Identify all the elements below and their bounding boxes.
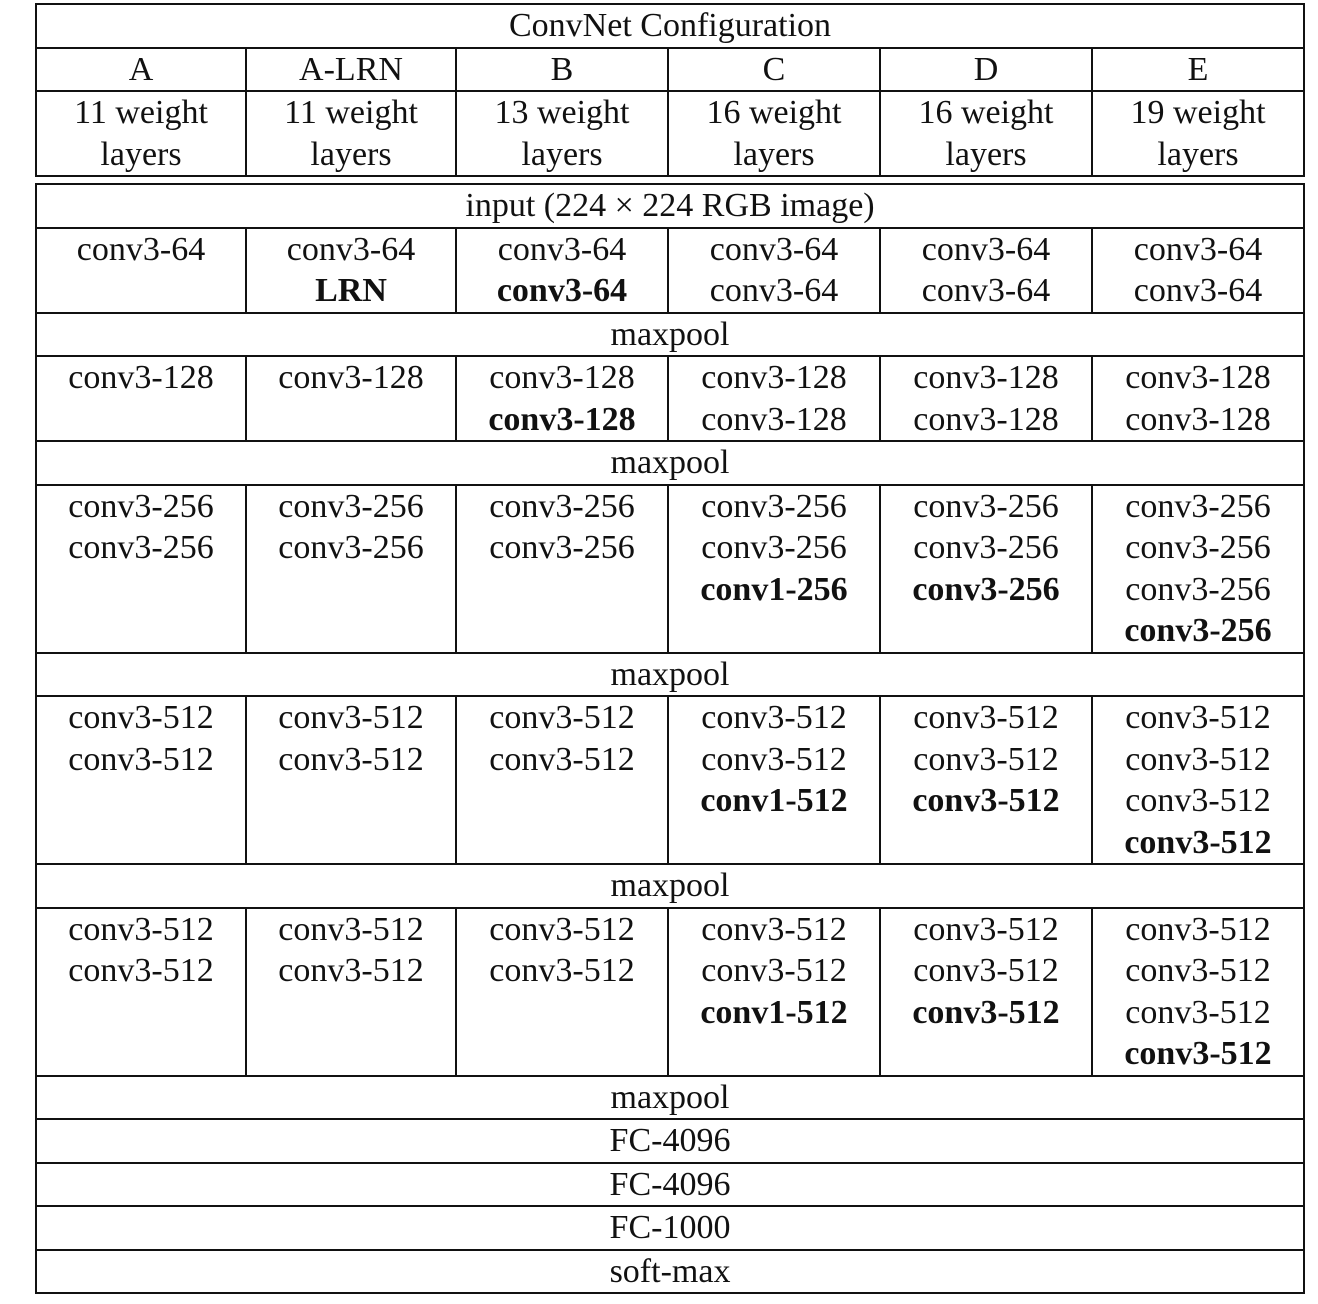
shared-layer-cell: soft-max <box>36 1250 1304 1294</box>
layer-entry: conv3-512 <box>489 740 635 778</box>
layer-entry: conv3-128 <box>489 359 635 396</box>
depth-unit: layers <box>1157 135 1239 173</box>
layer-entry-new: LRN <box>315 272 387 309</box>
layer-entry: conv3-64 <box>1133 230 1263 268</box>
layer-entry-new: conv3-512 <box>1124 823 1272 861</box>
column-name-a-lrn: A-LRN <box>246 48 456 92</box>
layer-row <box>36 653 1304 697</box>
layer-entry: conv3-128 <box>1125 400 1271 438</box>
conv-block-row <box>36 356 1304 441</box>
depth-count: 16 weight <box>706 94 842 131</box>
conv-block-row <box>36 485 1304 653</box>
layer-entry: conv3-512 <box>1125 952 1271 989</box>
depth-unit: layers <box>100 135 182 173</box>
layer-entry: conv3-512 <box>1125 993 1271 1031</box>
depth-unit: layers <box>733 135 815 173</box>
block-cell-a-lrn <box>246 696 456 864</box>
layer-entry: conv3-512 <box>489 699 635 736</box>
column-depth-a-lrn <box>246 91 456 176</box>
block-cell-e <box>1092 908 1304 1076</box>
column-name-c: C <box>668 48 880 92</box>
shared-layer-cell: maxpool <box>36 313 1304 357</box>
layer-entry: conv3-256 <box>278 487 424 525</box>
column-depth-row <box>36 91 1304 176</box>
layer-entry: conv3-256 <box>1125 529 1271 566</box>
layer-entry: conv3-256 <box>913 487 1059 525</box>
layer-entry: conv3-128 <box>278 359 424 396</box>
column-depth-a <box>36 91 246 176</box>
layer-row <box>36 1163 1304 1207</box>
conv-block-row <box>36 696 1304 864</box>
block-cell-d <box>880 228 1092 313</box>
layer-entry: conv3-512 <box>913 699 1059 736</box>
layer-row <box>36 1076 1304 1120</box>
depth-count: 11 weight <box>74 94 208 131</box>
layer-row <box>36 184 1304 228</box>
block-cell-b <box>456 485 668 653</box>
conv-block-row <box>36 908 1304 1076</box>
layer-entry: conv3-256 <box>489 529 635 566</box>
layer-entry-new: conv3-128 <box>488 400 636 438</box>
layer-entry: conv3-512 <box>701 952 847 989</box>
block-cell-a <box>36 485 246 653</box>
depth-count: 13 weight <box>494 94 630 131</box>
layer-entry: conv3-512 <box>913 740 1059 778</box>
layer-entry: conv3-512 <box>701 740 847 778</box>
shared-layer-cell: maxpool <box>36 441 1304 485</box>
depth-unit: layers <box>310 135 392 173</box>
shared-layer-cell: maxpool <box>36 653 1304 697</box>
layer-entry: conv3-128 <box>68 359 214 396</box>
layer-entry-new: conv3-64 <box>496 272 628 309</box>
layer-entry: conv3-512 <box>278 699 424 736</box>
layer-entry: conv3-64 <box>1133 272 1263 309</box>
layer-entry: conv3-64 <box>921 230 1051 268</box>
layer-entry-new: conv3-256 <box>1124 612 1272 649</box>
layer-entry: conv3-256 <box>489 487 635 525</box>
block-cell-d <box>880 356 1092 441</box>
depth-count: 16 weight <box>918 94 1054 131</box>
layer-entry: conv3-512 <box>1125 782 1271 819</box>
layer-entry: conv3-512 <box>913 952 1059 989</box>
layer-entry: conv3-512 <box>68 952 214 989</box>
table-title: ConvNet Configuration <box>36 4 1304 48</box>
column-depth-e <box>1092 91 1304 176</box>
config-layers-table <box>35 183 1305 1294</box>
layer-entry: conv3-256 <box>278 529 424 566</box>
depth-unit: layers <box>945 135 1027 173</box>
config-header-table <box>35 3 1305 177</box>
layer-entry: conv3-256 <box>68 529 214 566</box>
layer-entry: conv3-512 <box>68 699 214 736</box>
block-cell-a-lrn <box>246 485 456 653</box>
shared-layer-cell: maxpool <box>36 864 1304 908</box>
block-cell-a-lrn <box>246 356 456 441</box>
column-names-row <box>36 48 1304 92</box>
block-cell-a-lrn <box>246 908 456 1076</box>
conv-block-row <box>36 228 1304 313</box>
layer-entry: conv3-512 <box>489 952 635 989</box>
layer-entry: conv3-64 <box>76 230 206 268</box>
block-cell-c <box>668 908 880 1076</box>
column-name-a: A <box>36 48 246 92</box>
layer-entry: conv3-512 <box>913 910 1059 948</box>
column-depth-b <box>456 91 668 176</box>
layer-entry-new: conv1-256 <box>700 570 848 608</box>
layer-entry: conv3-512 <box>1125 740 1271 778</box>
layer-entry: conv3-512 <box>1125 910 1271 948</box>
block-cell-a <box>36 356 246 441</box>
layer-entry: conv3-512 <box>1125 699 1271 736</box>
layer-row <box>36 1119 1304 1163</box>
layer-entry: conv3-128 <box>701 400 847 438</box>
layer-entry: conv3-512 <box>278 910 424 948</box>
block-cell-b <box>456 356 668 441</box>
block-cell-a <box>36 696 246 864</box>
layer-entry: conv3-64 <box>921 272 1051 309</box>
column-name-d: D <box>880 48 1092 92</box>
shared-layer-cell: input (224 × 224 RGB image) <box>36 184 1304 228</box>
layer-entry: conv3-256 <box>701 487 847 525</box>
layer-entry: conv3-512 <box>68 740 214 778</box>
depth-count: 11 weight <box>284 94 418 131</box>
layer-entry: conv3-64 <box>709 230 839 268</box>
layer-entry: conv3-512 <box>278 740 424 778</box>
block-cell-b <box>456 908 668 1076</box>
block-cell-d <box>880 696 1092 864</box>
layer-entry: conv3-128 <box>913 359 1059 396</box>
layer-entry-new: conv3-512 <box>1124 1035 1272 1072</box>
layer-entry-new: conv3-256 <box>912 570 1060 608</box>
block-cell-e <box>1092 356 1304 441</box>
layer-entry: conv3-512 <box>278 952 424 989</box>
block-cell-e <box>1092 228 1304 313</box>
shared-layer-cell: FC-4096 <box>36 1119 1304 1163</box>
layer-row <box>36 864 1304 908</box>
layer-entry-new: conv3-512 <box>912 993 1060 1031</box>
layer-entry: conv3-256 <box>68 487 214 525</box>
layer-entry: conv3-64 <box>286 230 416 268</box>
layer-row <box>36 1250 1304 1294</box>
layer-row <box>36 441 1304 485</box>
column-name-b: B <box>456 48 668 92</box>
layer-entry: conv3-128 <box>701 359 847 396</box>
layer-entry-new: conv1-512 <box>700 993 848 1031</box>
column-depth-d <box>880 91 1092 176</box>
block-cell-b <box>456 696 668 864</box>
block-cell-c <box>668 356 880 441</box>
layer-entry: conv3-128 <box>913 400 1059 438</box>
shared-layer-cell: maxpool <box>36 1076 1304 1120</box>
block-cell-b <box>456 228 668 313</box>
layer-entry-new: conv3-512 <box>912 782 1060 819</box>
block-cell-c <box>668 696 880 864</box>
layer-entry: conv3-512 <box>701 699 847 736</box>
layer-row <box>36 313 1304 357</box>
layer-row <box>36 1206 1304 1250</box>
block-cell-e <box>1092 485 1304 653</box>
layer-entry: conv3-256 <box>1125 487 1271 525</box>
layers-body <box>36 184 1304 1293</box>
layer-entry: conv3-512 <box>701 910 847 948</box>
column-depth-c <box>668 91 880 176</box>
block-cell-d <box>880 908 1092 1076</box>
block-cell-a <box>36 228 246 313</box>
block-cell-e <box>1092 696 1304 864</box>
block-cell-a <box>36 908 246 1076</box>
layer-entry: conv3-64 <box>709 272 839 309</box>
layer-entry: conv3-256 <box>701 529 847 566</box>
layer-entry: conv3-256 <box>1125 570 1271 608</box>
block-cell-d <box>880 485 1092 653</box>
layer-entry: conv3-256 <box>913 529 1059 566</box>
layer-entry: conv3-64 <box>497 230 627 268</box>
shared-layer-cell: FC-4096 <box>36 1163 1304 1207</box>
layer-entry: conv3-512 <box>68 910 214 948</box>
layer-entry: conv3-128 <box>1125 359 1271 396</box>
column-name-e: E <box>1092 48 1304 92</box>
block-cell-a-lrn <box>246 228 456 313</box>
layer-entry: conv3-512 <box>489 910 635 948</box>
block-cell-c <box>668 228 880 313</box>
layer-entry-new: conv1-512 <box>700 782 848 819</box>
depth-count: 19 weight <box>1130 94 1266 131</box>
shared-layer-cell: FC-1000 <box>36 1206 1304 1250</box>
block-cell-c <box>668 485 880 653</box>
depth-unit: layers <box>521 135 603 173</box>
